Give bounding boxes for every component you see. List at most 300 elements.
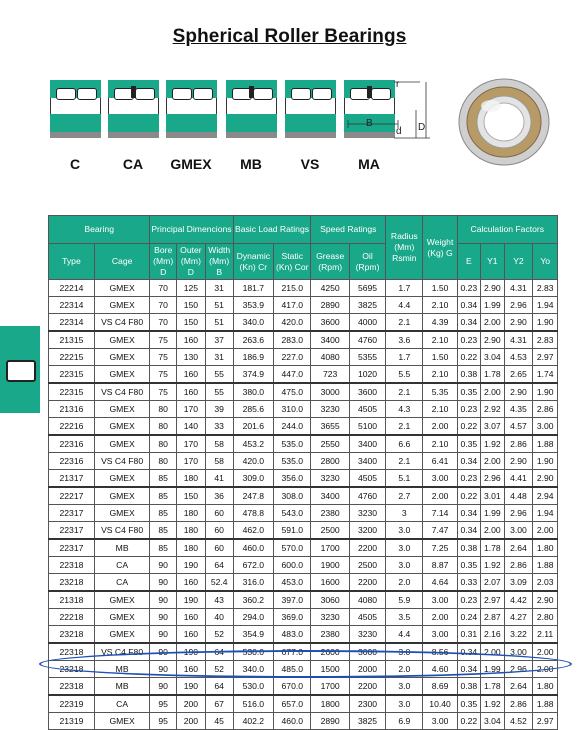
table-cell: 4.31 <box>504 280 533 297</box>
table-cell: 460.0 <box>274 713 311 730</box>
table-cell: 5695 <box>349 280 385 297</box>
table-cell: 309.0 <box>233 470 274 488</box>
table-cell: 95 <box>150 695 177 713</box>
table-cell: 2.0 <box>386 574 423 592</box>
table-cell: 0.22 <box>457 713 480 730</box>
table-cell: 4.3 <box>386 401 423 418</box>
table-cell: 3.00 <box>504 643 533 661</box>
table-cell: 22316 <box>49 435 95 453</box>
table-cell: 0.24 <box>457 609 480 626</box>
table-cell: 1500 <box>311 661 349 678</box>
table-cell: 4.48 <box>504 487 533 505</box>
table-cell: 0.23 <box>457 401 480 418</box>
table-cell: 170 <box>177 401 206 418</box>
table-cell: GMEX <box>94 297 149 314</box>
table-cell: 2.1 <box>386 383 423 401</box>
table-cell: 4505 <box>349 470 385 488</box>
table-cell: 2.00 <box>481 383 504 401</box>
dimension-b-label: B <box>366 118 373 129</box>
table-cell: 4760 <box>349 487 385 505</box>
table-row <box>49 591 558 609</box>
table-subheaders <box>49 244 558 280</box>
table-cell: 374.9 <box>233 366 274 384</box>
table-cell: 2.10 <box>423 435 457 453</box>
table-cell: 0.38 <box>457 366 480 384</box>
table-cell: 1.88 <box>533 557 558 574</box>
table-cell: 180 <box>177 470 206 488</box>
table-cell: 58 <box>205 435 233 453</box>
table-cell: 2.65 <box>504 366 533 384</box>
table-cell: 4.39 <box>423 314 457 332</box>
table-cell: 55 <box>205 383 233 401</box>
table-cell: 2.92 <box>481 401 504 418</box>
table-cell: 227.0 <box>274 349 311 366</box>
table-cell: 22218 <box>49 609 95 626</box>
table-cell: 22318 <box>49 678 95 696</box>
table-cell: 7.47 <box>423 522 457 540</box>
table-cell: 215.0 <box>274 280 311 297</box>
table-cell: 3230 <box>311 470 349 488</box>
table-cell: 52 <box>205 661 233 678</box>
table-row <box>49 331 558 349</box>
table-cell: 22315 <box>49 383 95 401</box>
table-row <box>49 574 558 592</box>
table-cell: 1.92 <box>481 695 504 713</box>
table-cell: 3.6 <box>386 331 423 349</box>
table-cell: 85 <box>150 522 177 540</box>
table-cell: 3.09 <box>504 574 533 592</box>
table-cell: 516.0 <box>233 695 274 713</box>
table-cell: 2.00 <box>481 314 504 332</box>
table-cell: 3.22 <box>504 626 533 644</box>
table-cell: 723 <box>311 366 349 384</box>
table-cell: 1800 <box>311 695 349 713</box>
table-cell: 2.86 <box>504 557 533 574</box>
table-cell: 1.88 <box>533 695 558 713</box>
table-cell: 4.64 <box>423 574 457 592</box>
table-cell: 160 <box>177 574 206 592</box>
bearing-label-ma: MA <box>358 156 380 172</box>
bearing-label-gmex: GMEX <box>170 156 212 172</box>
table-cell: 90 <box>150 557 177 574</box>
table-cell: 60 <box>205 505 233 522</box>
table-cell: 8.56 <box>423 643 457 661</box>
table-cell: 0.33 <box>457 574 480 592</box>
table-cell: 475.0 <box>274 383 311 401</box>
table-cell: 45 <box>205 713 233 730</box>
table-cell: 5.1 <box>386 470 423 488</box>
table-cell: 21317 <box>49 470 95 488</box>
table-cell: 2.64 <box>504 678 533 696</box>
table-cell: GMEX <box>94 331 149 349</box>
table-cell: 160 <box>177 383 206 401</box>
table-cell: 535.0 <box>274 453 311 470</box>
table-cell: 2890 <box>311 713 349 730</box>
table-cell: 3.00 <box>423 626 457 644</box>
dimension-d-label: d <box>396 126 402 137</box>
table-cell: 4250 <box>311 280 349 297</box>
table-cell: 2.1 <box>386 453 423 470</box>
table-cell: 3600 <box>349 383 385 401</box>
table-cell: 360.2 <box>233 591 274 609</box>
table-row <box>49 695 558 713</box>
table-cell: 0.38 <box>457 678 480 696</box>
table-cell: 657.0 <box>274 695 311 713</box>
table-cell: 180 <box>177 505 206 522</box>
table-cell: 340.0 <box>233 661 274 678</box>
dimension-r-label: r <box>396 79 400 90</box>
table-cell: 5100 <box>349 418 385 436</box>
table-cell: 80 <box>150 435 177 453</box>
table-cell: 150 <box>177 487 206 505</box>
table-row <box>49 713 558 730</box>
table-row <box>49 487 558 505</box>
table-cell: 1020 <box>349 366 385 384</box>
table-cell: CA <box>94 574 149 592</box>
table-cell: 3000 <box>311 383 349 401</box>
table-cell: 22318 <box>49 643 95 661</box>
table-cell: 2.97 <box>481 591 504 609</box>
table-cell: 3.00 <box>423 713 457 730</box>
table-cell: VS C4 F80 <box>94 383 149 401</box>
table-cell: 3825 <box>349 713 385 730</box>
table-cell: 1.7 <box>386 349 423 366</box>
table-cell: 3655 <box>311 418 349 436</box>
table-cell: 43 <box>205 591 233 609</box>
bearing-diagram-gmex <box>166 80 217 138</box>
table-cell: 462.0 <box>233 522 274 540</box>
table-cell: 90 <box>150 574 177 592</box>
table-cell: 283.0 <box>274 331 311 349</box>
table-cell: 160 <box>177 626 206 644</box>
bearing-photo <box>455 76 553 168</box>
table-cell: 1.78 <box>481 678 504 696</box>
table-cell: 90 <box>150 678 177 696</box>
table-cell: 23218 <box>49 626 95 644</box>
table-cell: 1600 <box>311 574 349 592</box>
header-principal-dimensions: Principal Dimencions <box>150 216 233 244</box>
table-cell: 2500 <box>311 522 349 540</box>
table-cell: 3.0 <box>386 695 423 713</box>
header-bearing: Bearing <box>49 216 150 244</box>
table-cell: 4.4 <box>386 297 423 314</box>
table-cell: 8.69 <box>423 678 457 696</box>
table-cell: 1.99 <box>481 297 504 314</box>
table-cell: 0.35 <box>457 383 480 401</box>
table-cell: 0.35 <box>457 557 480 574</box>
subheader-yo: Yo <box>533 244 558 280</box>
table-cell: 485.0 <box>274 661 311 678</box>
table-cell: 1.99 <box>481 505 504 522</box>
side-tab <box>0 326 40 413</box>
table-cell: 22317 <box>49 539 95 557</box>
table-cell: 22216 <box>49 418 95 436</box>
table-cell: 244.0 <box>274 418 311 436</box>
table-cell: 160 <box>177 331 206 349</box>
table-cell: 140 <box>177 418 206 436</box>
table-cell: 160 <box>177 609 206 626</box>
table-cell: 4.60 <box>423 661 457 678</box>
table-cell: 52 <box>205 626 233 644</box>
table-cell: 1.90 <box>533 453 558 470</box>
table-cell: 3000 <box>349 643 385 661</box>
table-row <box>49 661 558 678</box>
table-cell: 3230 <box>349 505 385 522</box>
table-cell: 4505 <box>349 609 385 626</box>
table-cell: 160 <box>177 366 206 384</box>
table-cell: 21318 <box>49 591 95 609</box>
table-cell: 3060 <box>311 591 349 609</box>
table-cell: GMEX <box>94 435 149 453</box>
table-cell: 80 <box>150 401 177 418</box>
table-cell: 22316 <box>49 453 95 470</box>
table-cell: 4.35 <box>504 401 533 418</box>
table-cell: 22317 <box>49 522 95 540</box>
table-cell: 22215 <box>49 349 95 366</box>
table-cell: MB <box>94 678 149 696</box>
table-row <box>49 505 558 522</box>
table-cell: 3.00 <box>533 418 558 436</box>
table-cell: 354.9 <box>233 626 274 644</box>
table-body <box>49 280 558 730</box>
table-cell: GMEX <box>94 349 149 366</box>
table-cell: 23218 <box>49 574 95 592</box>
table-cell: 2.10 <box>423 366 457 384</box>
table-cell: 2.90 <box>533 591 558 609</box>
table-cell: 420.0 <box>233 453 274 470</box>
table-cell: 201.6 <box>233 418 274 436</box>
table-cell: 369.0 <box>274 609 311 626</box>
table-cell: 180 <box>177 539 206 557</box>
table-cell: 285.6 <box>233 401 274 418</box>
table-cell: 543.0 <box>274 505 311 522</box>
table-cell: VS C4 F80 <box>94 522 149 540</box>
table-cell: 39 <box>205 401 233 418</box>
table-cell: VS C4 F80 <box>94 453 149 470</box>
table-cell: 4.4 <box>386 626 423 644</box>
table-cell: 356.0 <box>274 470 311 488</box>
table-cell: 160 <box>177 661 206 678</box>
table-cell: GMEX <box>94 487 149 505</box>
table-cell: 2.10 <box>423 297 457 314</box>
table-cell: 1.94 <box>533 297 558 314</box>
table-cell: 4080 <box>349 591 385 609</box>
table-cell: 0.34 <box>457 453 480 470</box>
subheader-y1: Y1 <box>481 244 504 280</box>
table-cell: 90 <box>150 609 177 626</box>
table-cell: 85 <box>150 505 177 522</box>
table-cell: 2.96 <box>504 505 533 522</box>
table-cell: 22214 <box>49 280 95 297</box>
table-cell: GMEX <box>94 418 149 436</box>
header-weight: Weight (Kg) G <box>423 216 457 280</box>
table-cell: 2.96 <box>504 661 533 678</box>
table-cell: 0.22 <box>457 349 480 366</box>
table-cell: GMEX <box>94 505 149 522</box>
table-cell: 6.41 <box>423 453 457 470</box>
table-cell: 4760 <box>349 331 385 349</box>
table-cell: 310.0 <box>274 401 311 418</box>
table-cell: 2.00 <box>481 453 504 470</box>
table-cell: 2.16 <box>481 626 504 644</box>
table-cell: 90 <box>150 626 177 644</box>
table-cell: 190 <box>177 557 206 574</box>
table-cell: 180 <box>177 522 206 540</box>
table-cell: 21315 <box>49 331 95 349</box>
bearing-icon <box>6 360 36 382</box>
table-row <box>49 366 558 384</box>
table-cell: 1.99 <box>481 661 504 678</box>
table-cell: 150 <box>177 297 206 314</box>
table-row <box>49 453 558 470</box>
table-cell: 75 <box>150 349 177 366</box>
table-cell: 247.8 <box>233 487 274 505</box>
table-cell: 2.83 <box>533 280 558 297</box>
table-cell: 22314 <box>49 314 95 332</box>
table-cell: 181.7 <box>233 280 274 297</box>
table-cell: 55 <box>205 366 233 384</box>
table-cell: 125 <box>177 280 206 297</box>
table-row <box>49 383 558 401</box>
table-row <box>49 349 558 366</box>
table-cell: 0.22 <box>457 418 480 436</box>
table-cell: 0.35 <box>457 435 480 453</box>
table-row <box>49 539 558 557</box>
table-cell: 4.42 <box>504 591 533 609</box>
bearing-diagram-ca <box>108 80 159 138</box>
table-cell: 1700 <box>311 539 349 557</box>
table-cell: 0.34 <box>457 643 480 661</box>
table-cell: 3.0 <box>386 522 423 540</box>
table-cell: 2.90 <box>481 331 504 349</box>
table-cell: 2.94 <box>533 487 558 505</box>
table-cell: 80 <box>150 418 177 436</box>
table-cell: 7.14 <box>423 505 457 522</box>
table-cell: 2.00 <box>481 643 504 661</box>
table-cell: 90 <box>150 643 177 661</box>
table-cell: GMEX <box>94 401 149 418</box>
table-cell: 3 <box>386 505 423 522</box>
table-cell: 60 <box>205 522 233 540</box>
table-cell: 0.23 <box>457 331 480 349</box>
table-cell: 3.00 <box>423 591 457 609</box>
table-cell: 2.10 <box>423 331 457 349</box>
table-cell: 5.9 <box>386 591 423 609</box>
table-cell: 2380 <box>311 626 349 644</box>
table-cell: MB <box>94 661 149 678</box>
page-title: Spherical Roller Bearings <box>172 26 407 47</box>
table-cell: 41 <box>205 470 233 488</box>
subheader-bore: Bore (Mm) D <box>150 244 177 280</box>
table-cell: 2.86 <box>504 695 533 713</box>
header-calculation-factors: Calculation Factors <box>457 216 557 244</box>
table-cell: 70 <box>150 314 177 332</box>
table-cell: 64 <box>205 557 233 574</box>
table-cell: 308.0 <box>274 487 311 505</box>
table-cell: 0.34 <box>457 314 480 332</box>
table-cell: 2600 <box>311 643 349 661</box>
table-cell: 60 <box>205 539 233 557</box>
bearing-diagram-vs <box>285 80 336 138</box>
table-cell: 4.27 <box>504 609 533 626</box>
table-cell: 1.88 <box>533 435 558 453</box>
table-cell: 58 <box>205 453 233 470</box>
bearing-diagram-c <box>50 80 101 138</box>
subheader-cage: Cage <box>94 244 149 280</box>
dimension-outer-d-label: D <box>418 122 426 133</box>
table-cell: 22318 <box>49 557 95 574</box>
table-cell: 5.35 <box>423 383 457 401</box>
table-cell: 22319 <box>49 695 95 713</box>
table-cell: 453.2 <box>233 435 274 453</box>
table-cell: 67 <box>205 695 233 713</box>
table-cell: 31 <box>205 280 233 297</box>
table-cell: 22314 <box>49 297 95 314</box>
bearing-table <box>48 215 558 730</box>
table-cell: 677.0 <box>274 643 311 661</box>
table-cell: 2.86 <box>504 435 533 453</box>
table-cell: 3200 <box>349 522 385 540</box>
table-cell: 402.2 <box>233 713 274 730</box>
table-cell: 1.94 <box>533 505 558 522</box>
table-cell: 0.34 <box>457 505 480 522</box>
table-cell: 2.00 <box>481 522 504 540</box>
table-cell: 570.0 <box>274 539 311 557</box>
table-cell: 95 <box>150 713 177 730</box>
table-cell: 1.78 <box>481 366 504 384</box>
table-cell: CA <box>94 695 149 713</box>
table-cell: 3.00 <box>423 470 457 488</box>
table-cell: 8.87 <box>423 557 457 574</box>
table-cell: 70 <box>150 297 177 314</box>
table-cell: 2.87 <box>481 609 504 626</box>
table-cell: 2.00 <box>533 643 558 661</box>
table-cell: 2800 <box>311 453 349 470</box>
subheader-dynamic: Dynamic (Kn) Cr <box>233 244 274 280</box>
table-cell: 23218 <box>49 661 95 678</box>
table-cell: 4.41 <box>504 470 533 488</box>
table-cell: 51 <box>205 297 233 314</box>
table-cell: GMEX <box>94 280 149 297</box>
table-cell: 3400 <box>311 487 349 505</box>
table-cell: 3400 <box>349 435 385 453</box>
table-cell: 80 <box>150 453 177 470</box>
table-cell: 186.9 <box>233 349 274 366</box>
table-cell: 1.92 <box>481 557 504 574</box>
table-row <box>49 297 558 314</box>
table-cell: 1.80 <box>533 539 558 557</box>
table-cell: 2.64 <box>504 539 533 557</box>
table-cell: 2.00 <box>423 418 457 436</box>
table-cell: 64 <box>205 678 233 696</box>
table-header-groups <box>49 216 558 244</box>
table-cell: 2300 <box>349 695 385 713</box>
table-cell: 2.80 <box>533 609 558 626</box>
table-cell: 530.0 <box>233 678 274 696</box>
table-cell: 10.40 <box>423 695 457 713</box>
table-cell: VS C4 F80 <box>94 643 149 661</box>
table-cell: 2.7 <box>386 487 423 505</box>
table-cell: 2380 <box>311 505 349 522</box>
table-cell: 420.0 <box>274 314 311 332</box>
table-cell: 2.90 <box>504 453 533 470</box>
table-cell: 190 <box>177 591 206 609</box>
table-cell: 2200 <box>349 539 385 557</box>
table-cell: 33 <box>205 418 233 436</box>
table-cell: 2200 <box>349 678 385 696</box>
table-cell: 3400 <box>311 331 349 349</box>
table-cell: 85 <box>150 487 177 505</box>
